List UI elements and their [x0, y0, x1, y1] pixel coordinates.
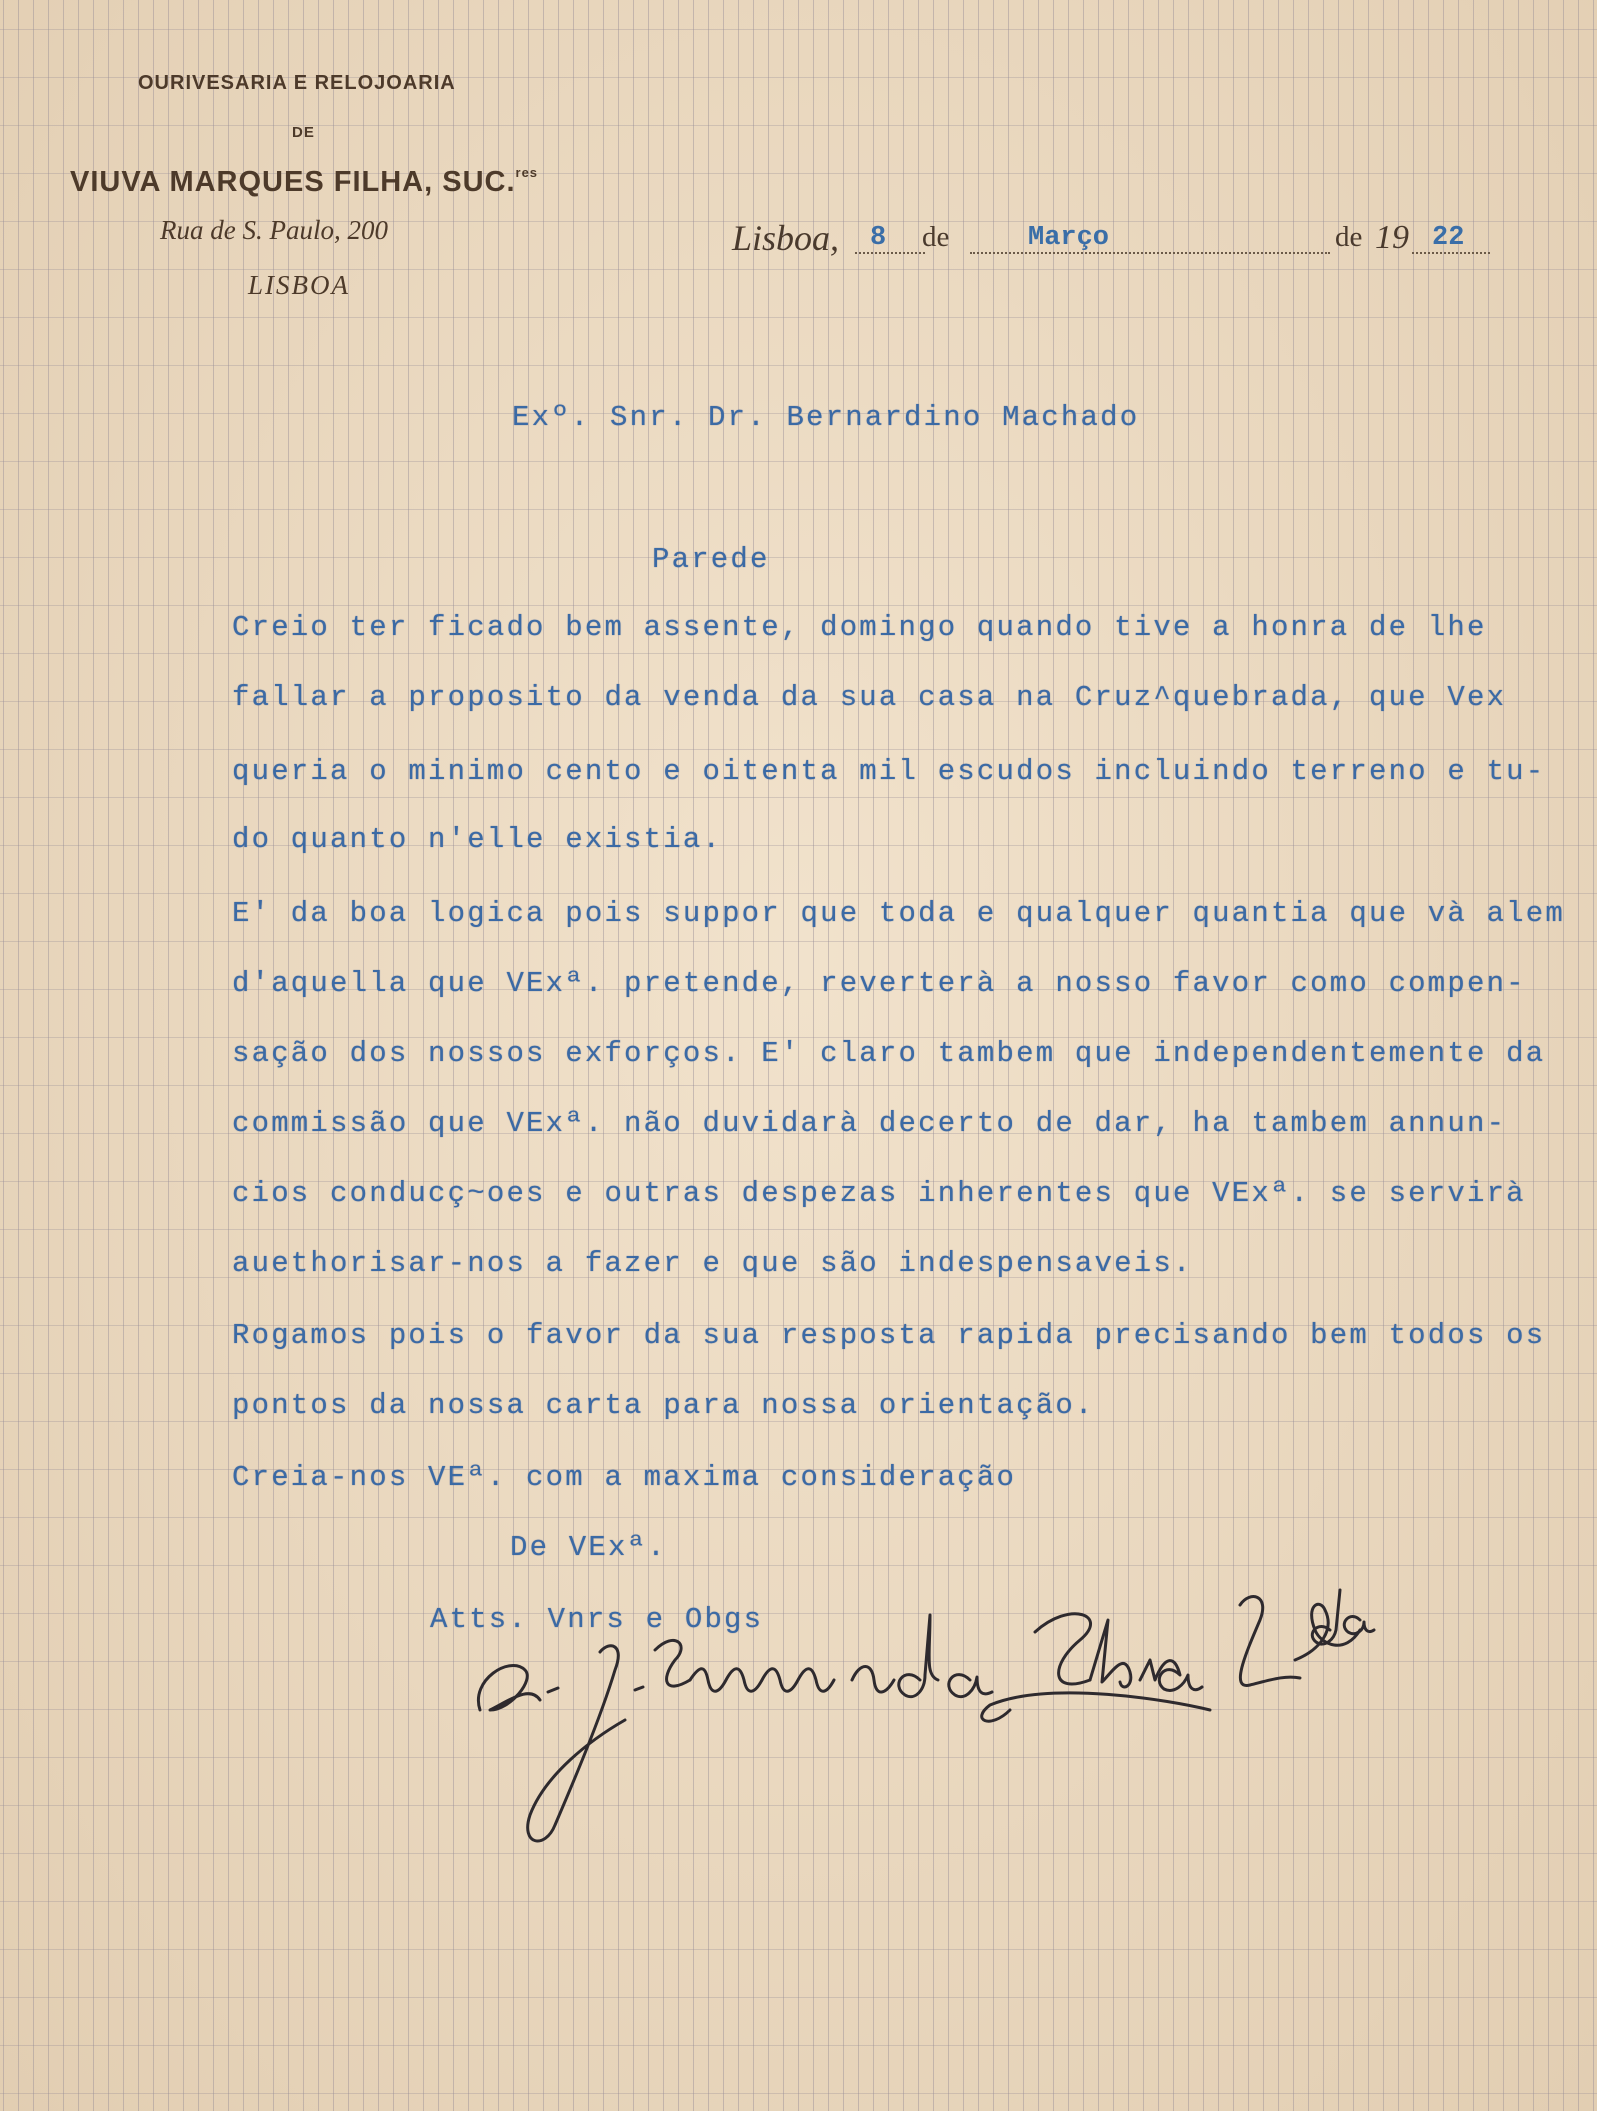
- letterhead-de: DE: [292, 124, 315, 141]
- closing-de-vexa: De VExª.: [510, 1531, 667, 1564]
- body-line: d'aquella que VExª. pretende, reverterà a nosso favor como compen-: [232, 967, 1526, 1000]
- letterhead-company-name: VIUVA MARQUES FILHA, SUC.: [70, 166, 516, 198]
- body-line: Creia-nos VEª. com a maxima consideração: [232, 1461, 1017, 1494]
- body-line: auethorisar-nos a fazer e que são indespensaveis.: [232, 1247, 1193, 1280]
- date-year-prefix: 19: [1375, 219, 1409, 256]
- body-line: queria o minimo cento e oitenta mil escudos incluindo terreno e tu-: [232, 755, 1546, 788]
- letterhead-city: LISBOA: [248, 270, 350, 300]
- date-month: Março: [1028, 223, 1110, 253]
- date-dots-day: [855, 252, 925, 254]
- date-sep2: de: [1335, 221, 1363, 253]
- date-city: Lisboa,: [732, 218, 840, 258]
- body-line: E' da boa logica pois suppor que toda e qualquer quantia que và alem: [232, 897, 1565, 930]
- body-line: do quanto n'elle existia.: [232, 823, 723, 856]
- date-sep1: de: [922, 221, 950, 253]
- body-line: cios conducç~oes e outras despezas inherentes que VExª. se servirà: [232, 1177, 1526, 1210]
- body-line: Rogamos pois o favor da sua resposta rapida precisando bem todos os: [232, 1319, 1546, 1352]
- letterhead-company-sup: res: [515, 165, 539, 180]
- closing-regards: Atts. Vnrs e Obgs: [430, 1603, 764, 1636]
- addressee: Exº. Snr. Dr. Bernardino Machado: [512, 401, 1140, 434]
- body-line: commissão que VExª. não duvidarà decerto de dar, ha tambem annun-: [232, 1107, 1507, 1140]
- letterhead-street: Rua de S. Paulo, 200: [160, 215, 388, 245]
- body-line: pontos da nossa carta para nossa orientação.: [232, 1389, 1095, 1422]
- signature-image: [450, 1560, 1430, 1860]
- letterhead-company: [70, 165, 538, 199]
- body-line: sação dos nossos exforços. E' claro tambem que independentemente da: [232, 1037, 1546, 1070]
- date-year: 22: [1432, 223, 1465, 253]
- body-line: Creio ter ficado bem assente, domingo quando tive a honra de lhe: [232, 611, 1487, 644]
- date-day: 8: [870, 223, 887, 253]
- date-dots-month: [970, 252, 1330, 254]
- body-line: fallar a proposito da venda da sua casa na Cruz^quebrada, que Vex: [232, 681, 1507, 714]
- letterhead-business-type: OURIVESARIA E RELOJOARIA: [138, 72, 456, 94]
- location: Parede: [652, 543, 770, 576]
